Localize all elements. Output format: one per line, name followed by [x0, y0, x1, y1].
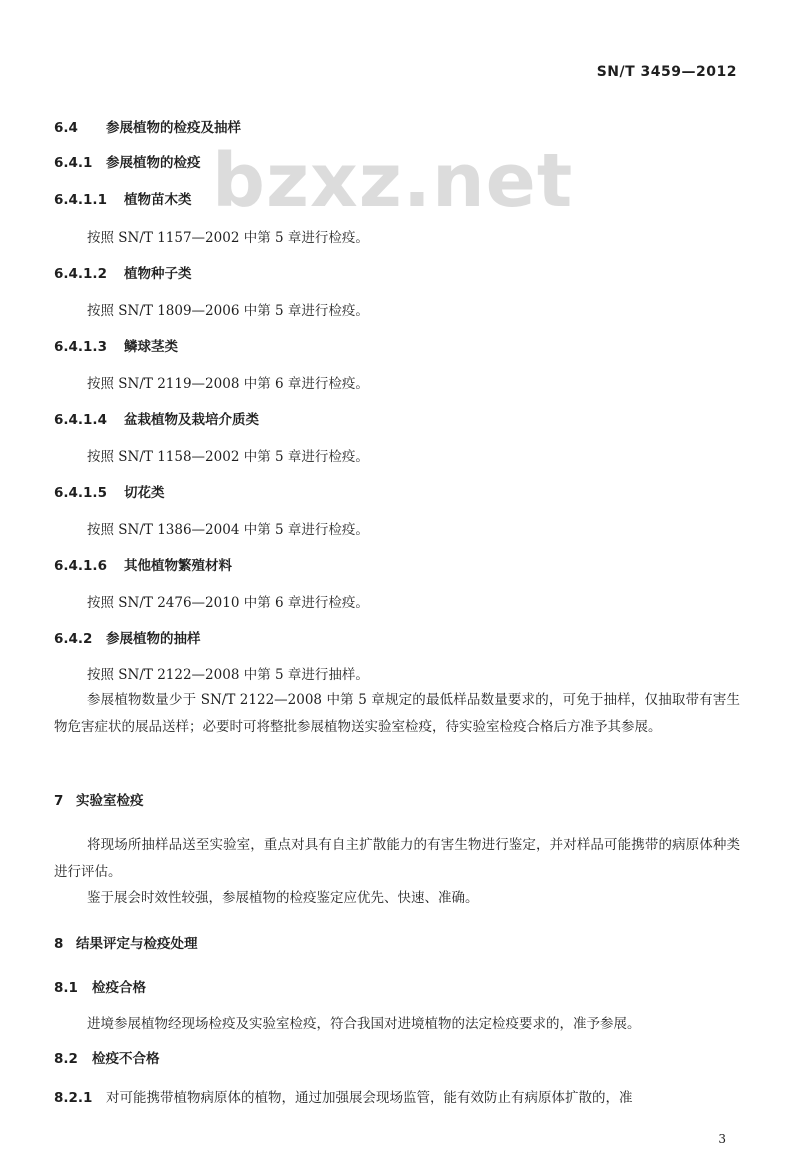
section-title: 参展植物的检疫	[106, 155, 201, 171]
section-number: 8.2.1	[54, 1090, 93, 1106]
section-title: 鳞球茎类	[124, 339, 178, 355]
section-title: 植物种子类	[124, 266, 192, 282]
heading-6-4-1-2	[54, 264, 192, 284]
section-number: 8.1	[54, 980, 78, 996]
watermark: bzxz.net	[212, 138, 574, 224]
section-title: 其他植物繁殖材料	[124, 558, 232, 574]
section-number: 6.4.1.4	[54, 412, 107, 428]
section-number: 6.4.1.1	[54, 192, 107, 208]
paragraph-6-4-2: 参展植物数量少于 SN/T 2122—2008 中第 5 章规定的最低样品数量要求的，可免于抽样，仅抽取带有害生物危害症状的展品送样；必要时可将整批参展植物送实验室检疫，待实验室检疫合格后方准予其参展。	[54, 692, 740, 735]
section-number: 6.4	[54, 120, 78, 136]
paragraph-8-1: 进境参展植物经现场检疫及实验室检疫，符合我国对进境植物的法定检疫要求的，准予参展。	[87, 1016, 641, 1032]
text-6-4-1-1: 按照 SN/T 1157—2002 中第 5 章进行检疫。	[87, 230, 369, 246]
text-6-4-2: 按照 SN/T 2122—2008 中第 5 章进行抽样。	[87, 667, 369, 683]
section-title: 实验室检疫	[76, 793, 144, 809]
heading-7	[54, 791, 144, 811]
heading-6-4-1-3	[54, 337, 178, 357]
section-title: 检疫合格	[92, 980, 146, 996]
section-number: 7	[54, 793, 64, 809]
section-title: 参展植物的抽样	[106, 631, 201, 647]
section-title: 植物苗木类	[124, 192, 192, 208]
section-number: 6.4.1.6	[54, 558, 107, 574]
heading-6-4-1-4	[54, 410, 259, 430]
heading-6-4-1-5	[54, 483, 165, 503]
section-number: 8.2	[54, 1051, 78, 1067]
heading-8-2	[54, 1049, 160, 1069]
heading-6-4-1-1	[54, 190, 192, 210]
text-6-4-1-3: 按照 SN/T 2119—2008 中第 6 章进行检疫。	[87, 376, 369, 392]
section-number: 8	[54, 936, 64, 952]
page-number: 3	[718, 1132, 726, 1146]
heading-6-4-2	[54, 629, 201, 649]
heading-6-4	[54, 118, 241, 138]
clause-8-2-1	[54, 1088, 633, 1108]
section-number: 6.4.1.5	[54, 485, 107, 501]
heading-8	[54, 934, 198, 954]
section-title: 盆栽植物及栽培介质类	[124, 412, 259, 428]
section-title: 结果评定与检疫处理	[76, 936, 198, 952]
text-6-4-1-5: 按照 SN/T 1386—2004 中第 5 章进行检疫。	[87, 522, 369, 538]
standard-code-header: SN/T 3459—2012	[596, 64, 737, 80]
section-number: 6.4.1	[54, 155, 93, 171]
heading-6-4-1-6	[54, 556, 232, 576]
text-6-4-1-2: 按照 SN/T 1809—2006 中第 5 章进行检疫。	[87, 303, 369, 319]
paragraph-7-1: 将现场所抽样品送至实验室，重点对具有自主扩散能力的有害生物进行鉴定，并对样品可能携带的病原体种类进行评估。	[54, 837, 740, 880]
section-title: 检疫不合格	[92, 1051, 160, 1067]
heading-6-4-1	[54, 153, 201, 173]
section-title: 参展植物的检疫及抽样	[106, 120, 241, 136]
paragraph-7-2: 鉴于展会时效性较强，参展植物的检疫鉴定应优先、快速、准确。	[87, 890, 479, 906]
section-number: 6.4.2	[54, 631, 93, 647]
section-number: 6.4.1.3	[54, 339, 107, 355]
text-6-4-1-4: 按照 SN/T 1158—2002 中第 5 章进行检疫。	[87, 449, 369, 465]
heading-8-1	[54, 978, 146, 998]
clause-text: 对可能携带植物病原体的植物，通过加强展会现场监管，能有效防止有病原体扩散的，准	[106, 1090, 633, 1106]
text-6-4-1-6: 按照 SN/T 2476—2010 中第 6 章进行检疫。	[87, 595, 369, 611]
section-title: 切花类	[124, 485, 165, 501]
section-number: 6.4.1.2	[54, 266, 107, 282]
